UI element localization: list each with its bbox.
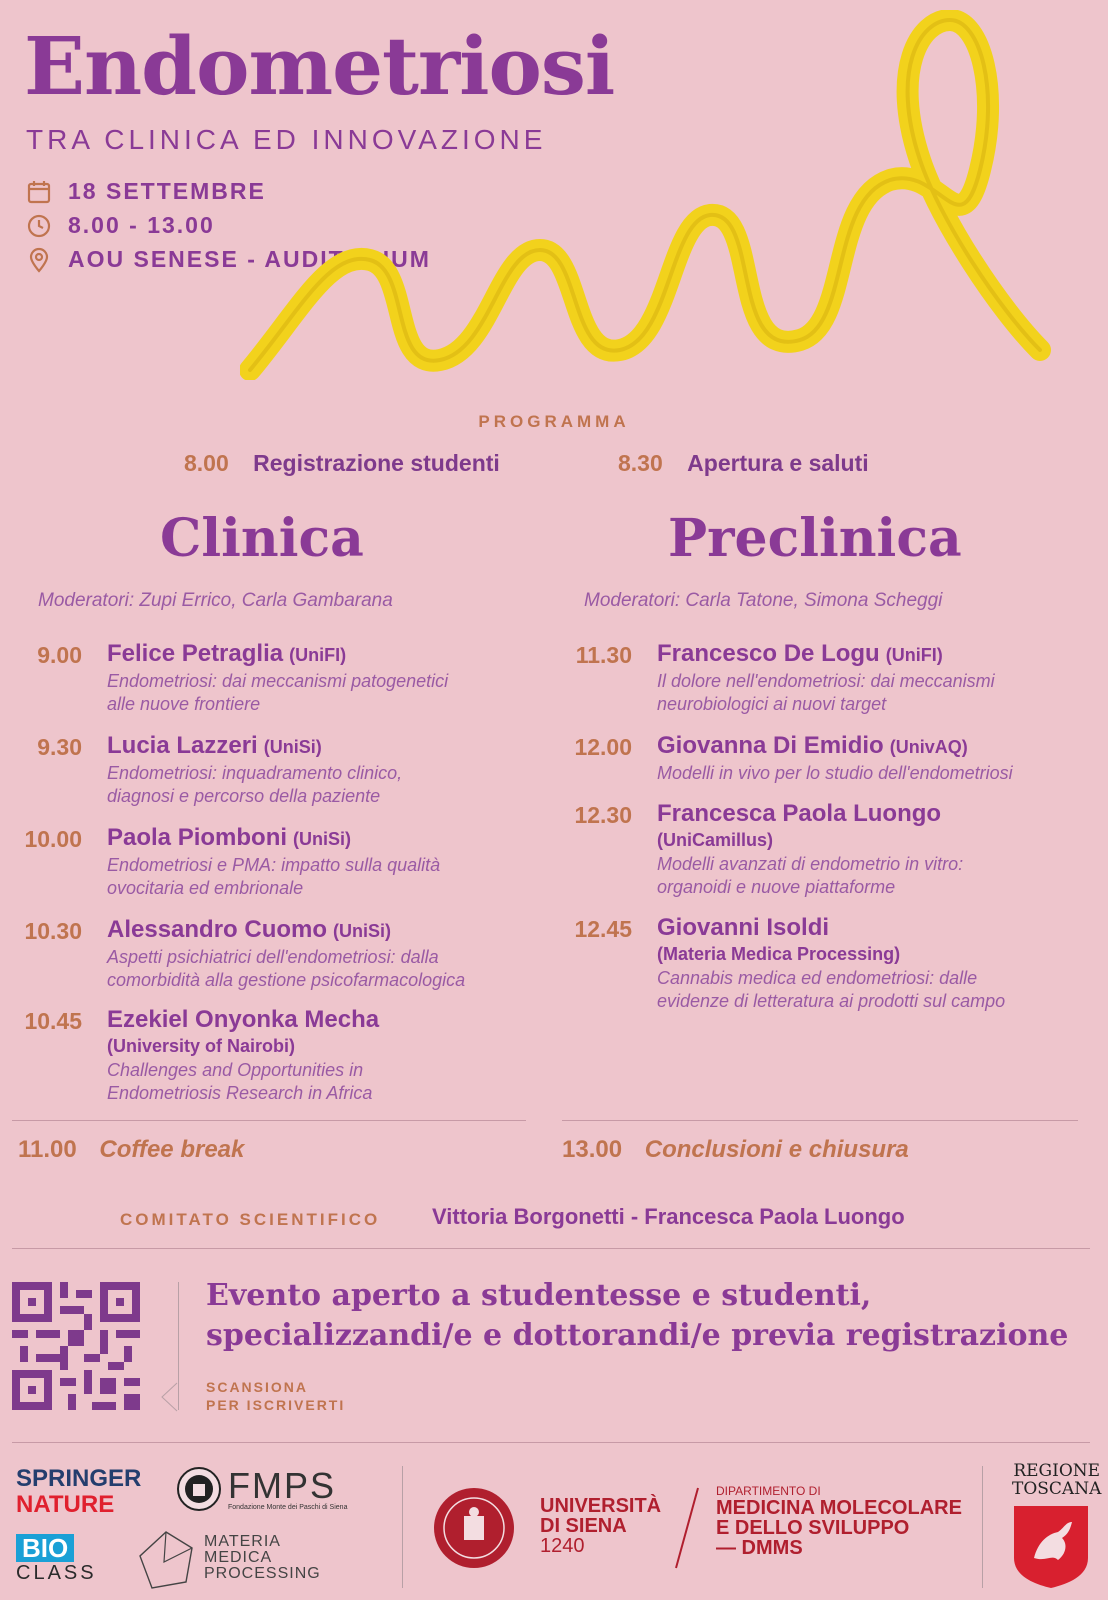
regione-toscana-logo-text: REGIONE TOSCANA xyxy=(1012,1461,1102,1499)
fmps-logo: FMPS Fondazione Monte dei Paschi di Siena xyxy=(176,1466,347,1512)
calendar-icon xyxy=(26,179,52,205)
dmms-logo-text: DIPARTIMENTO DI MEDICINA MOLECOLARE E DELLO SVILUPPO — DMMS xyxy=(716,1484,962,1559)
qr-code-image[interactable] xyxy=(12,1282,140,1410)
committee-names: Vittoria Borgonetti - Francesca Paola Luongo xyxy=(432,1204,905,1229)
registration-message: Evento aperto a studentesse e studenti, specializzandi/e e dottorandi/e previa registrazione xyxy=(206,1278,1069,1353)
divider xyxy=(12,1120,526,1121)
bioclass-logo: BIO CLASS xyxy=(16,1533,97,1584)
programme-label: PROGRAMMA xyxy=(478,412,630,431)
divider xyxy=(12,1248,1090,1249)
opening-item: 8.30 Apertura e saluti xyxy=(618,450,869,476)
slash-separator-icon xyxy=(672,1486,702,1570)
preclinica-moderators: Moderatori: Carla Tatone, Simona Scheggi xyxy=(584,590,943,611)
arrow-left-icon xyxy=(160,1382,178,1412)
divider xyxy=(402,1466,403,1588)
clinica-moderators: Moderatori: Zupi Errico, Carla Gambarana xyxy=(38,590,393,611)
unisi-logo-text: UNIVERSITÀ DI SIENA 1240 xyxy=(540,1495,662,1557)
committee-label: COMITATO SCIENTIFICO xyxy=(120,1210,381,1229)
scan-instruction: SCANSIONA PER ISCRIVERTI xyxy=(206,1379,346,1413)
preclinica-heading: Preclinica xyxy=(668,508,962,569)
divider xyxy=(178,1282,179,1410)
regione-toscana-shield-icon xyxy=(1012,1504,1090,1590)
event-date: 18 SETTEMBRE xyxy=(26,178,266,205)
springer-nature-logo: SPRINGER NATURE xyxy=(16,1465,142,1518)
event-subtitle: TRA CLINICA ED INNOVAZIONE xyxy=(26,124,547,155)
opening-item: 8.00 Registrazione studenti xyxy=(184,450,500,476)
event-time: 8.00 - 13.00 xyxy=(26,212,215,239)
clock-icon xyxy=(26,213,52,239)
divider xyxy=(12,1442,1090,1443)
materia-medica-logo: MATERIA MEDICA PROCESSING xyxy=(204,1533,321,1582)
divider xyxy=(562,1120,1078,1121)
event-location: AOU SENESE - AUDITORIUM xyxy=(26,246,431,273)
coffee-break: 11.00 Coffee break xyxy=(18,1136,245,1163)
university-seal-icon xyxy=(432,1486,516,1570)
awareness-ribbon-image xyxy=(240,10,1080,380)
closing-session: 13.00 Conclusioni e chiusura xyxy=(562,1136,909,1163)
fmps-seal-icon xyxy=(176,1466,222,1512)
divider xyxy=(982,1466,983,1588)
clinica-heading: Clinica xyxy=(160,508,364,569)
event-title: Endometriosi xyxy=(24,19,615,113)
location-pin-icon xyxy=(26,247,52,273)
materia-medica-geometric-icon xyxy=(134,1528,198,1592)
